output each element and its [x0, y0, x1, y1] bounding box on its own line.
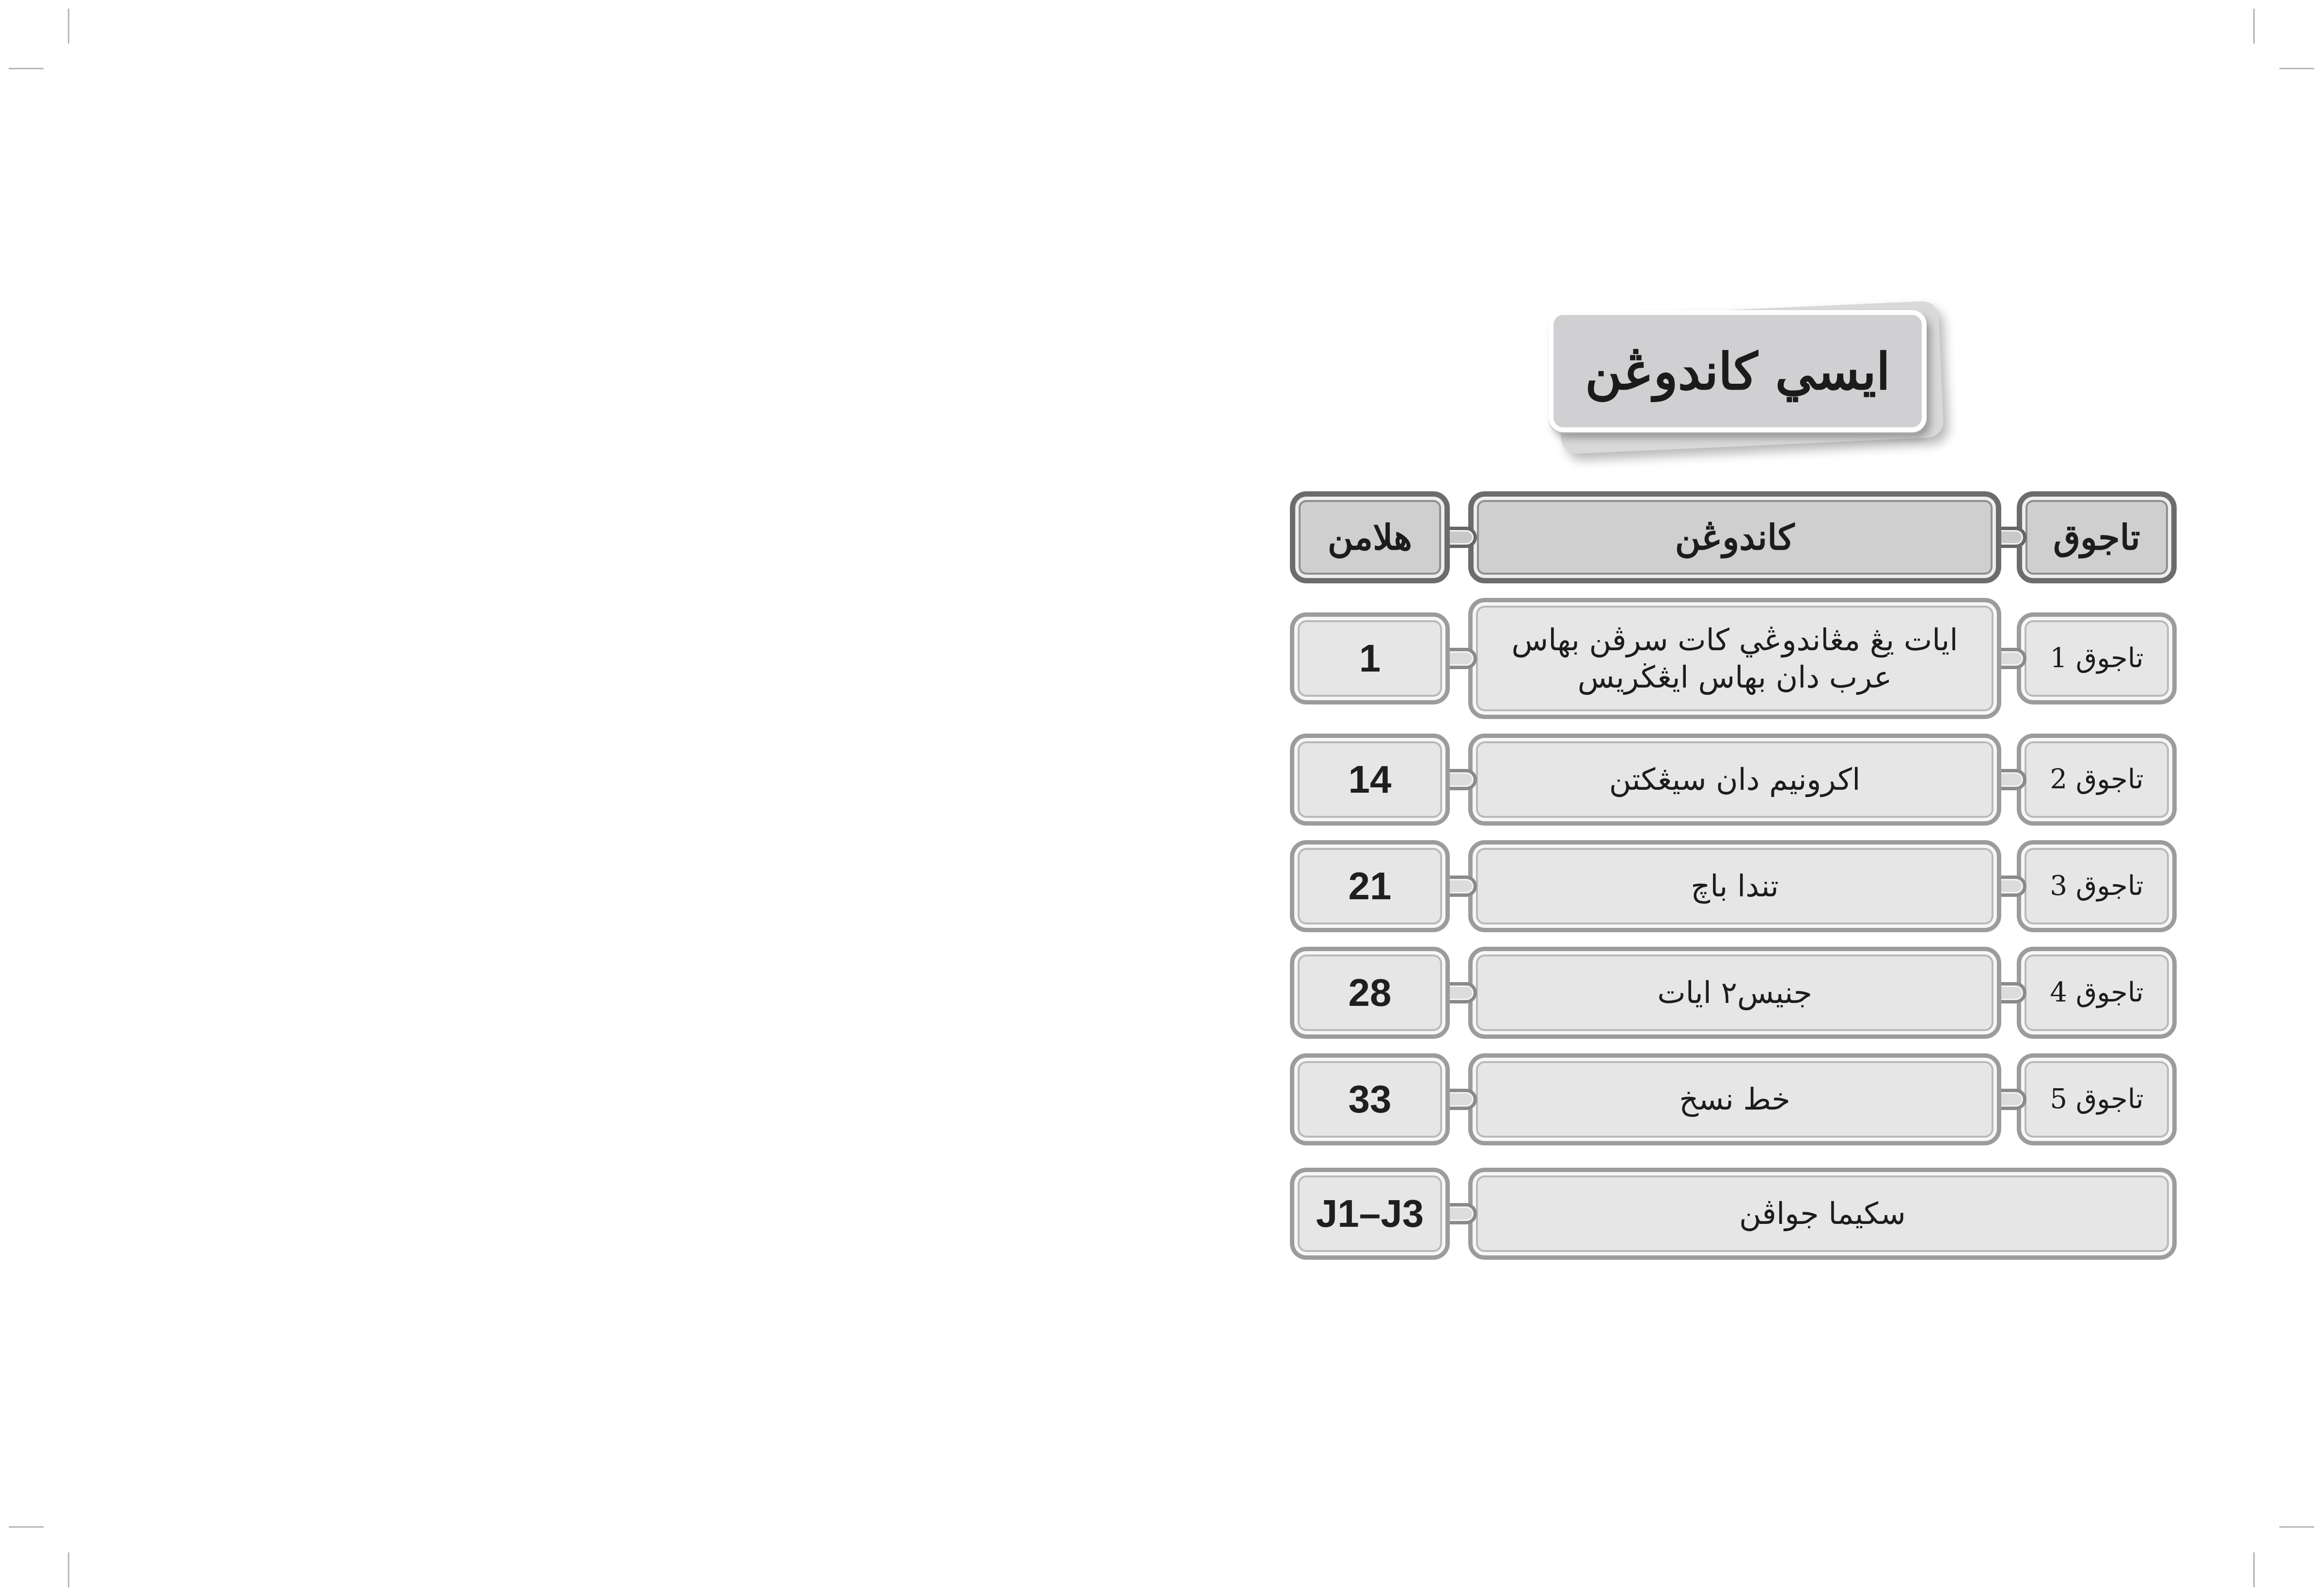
- page-number: 14: [1348, 758, 1392, 801]
- contents-cell: [1468, 598, 2001, 719]
- chapter-label: تاجوق 1: [2050, 642, 2144, 674]
- chapter-label: تاجوق 2: [2050, 764, 2144, 795]
- contents-cell: [1468, 947, 2001, 1039]
- page-title: ايسي كاندوڠن: [1585, 341, 1890, 401]
- contents-label: ايات يڠ مڠاندوڠي كات سرڤن بهاس عرب دان بهاس ايڠڬريس: [1511, 622, 1958, 695]
- contents-label: تندا باچ: [1691, 868, 1779, 904]
- header-contents: [1468, 491, 2001, 583]
- page-cell: [1290, 840, 1450, 932]
- page-cell: [1290, 947, 1450, 1039]
- contents-cell: [1468, 734, 2001, 826]
- crop-mark: [2279, 68, 2314, 69]
- crop-mark: [9, 1526, 44, 1528]
- chapter-cell: [2017, 947, 2177, 1039]
- page-cell: [1290, 1168, 1450, 1260]
- contents-label: جنيس٢ ايات: [1657, 975, 1812, 1011]
- chapter-cell: [2017, 734, 2177, 826]
- page-number: 1: [1359, 637, 1381, 680]
- chapter-label: تاجوق 5: [2050, 1083, 2144, 1115]
- crop-mark: [2253, 1552, 2255, 1587]
- contents-label: سكيما جواڤن: [1739, 1196, 1906, 1232]
- page-number: 33: [1348, 1078, 1392, 1121]
- header-chapter-label: تاجوق: [2053, 516, 2140, 558]
- header-page: [1290, 491, 1450, 583]
- crop-mark: [9, 68, 44, 69]
- header-page-label: هلامن: [1327, 516, 1413, 558]
- chapter-label: تاجوق 4: [2050, 977, 2144, 1008]
- crop-mark: [2253, 9, 2255, 44]
- chapter-cell: [2017, 612, 2177, 704]
- header-contents-label: كاندوڠن: [1675, 516, 1795, 558]
- chapter-label: تاجوق 3: [2050, 870, 2144, 902]
- contents-cell-wide: [1468, 1168, 2177, 1260]
- crop-mark: [68, 9, 69, 44]
- chapter-cell: [2017, 840, 2177, 932]
- title-card: [1549, 310, 1927, 432]
- page-number: 28: [1348, 971, 1392, 1014]
- page-cell: [1290, 1053, 1450, 1145]
- chapter-cell: [2017, 1053, 2177, 1145]
- page-number: 21: [1348, 864, 1392, 908]
- contents-label: خط نسخ: [1679, 1081, 1790, 1117]
- contents-label: اكرونيم دان سيڠكتن: [1609, 762, 1861, 798]
- crop-mark: [2279, 1526, 2314, 1528]
- contents-cell: [1468, 1053, 2001, 1145]
- page-number: J1–J3: [1316, 1192, 1424, 1235]
- contents-cell: [1468, 840, 2001, 932]
- crop-mark: [68, 1552, 69, 1587]
- header-chapter: [2017, 491, 2177, 583]
- page-cell: [1290, 612, 1450, 704]
- page-cell: [1290, 734, 1450, 826]
